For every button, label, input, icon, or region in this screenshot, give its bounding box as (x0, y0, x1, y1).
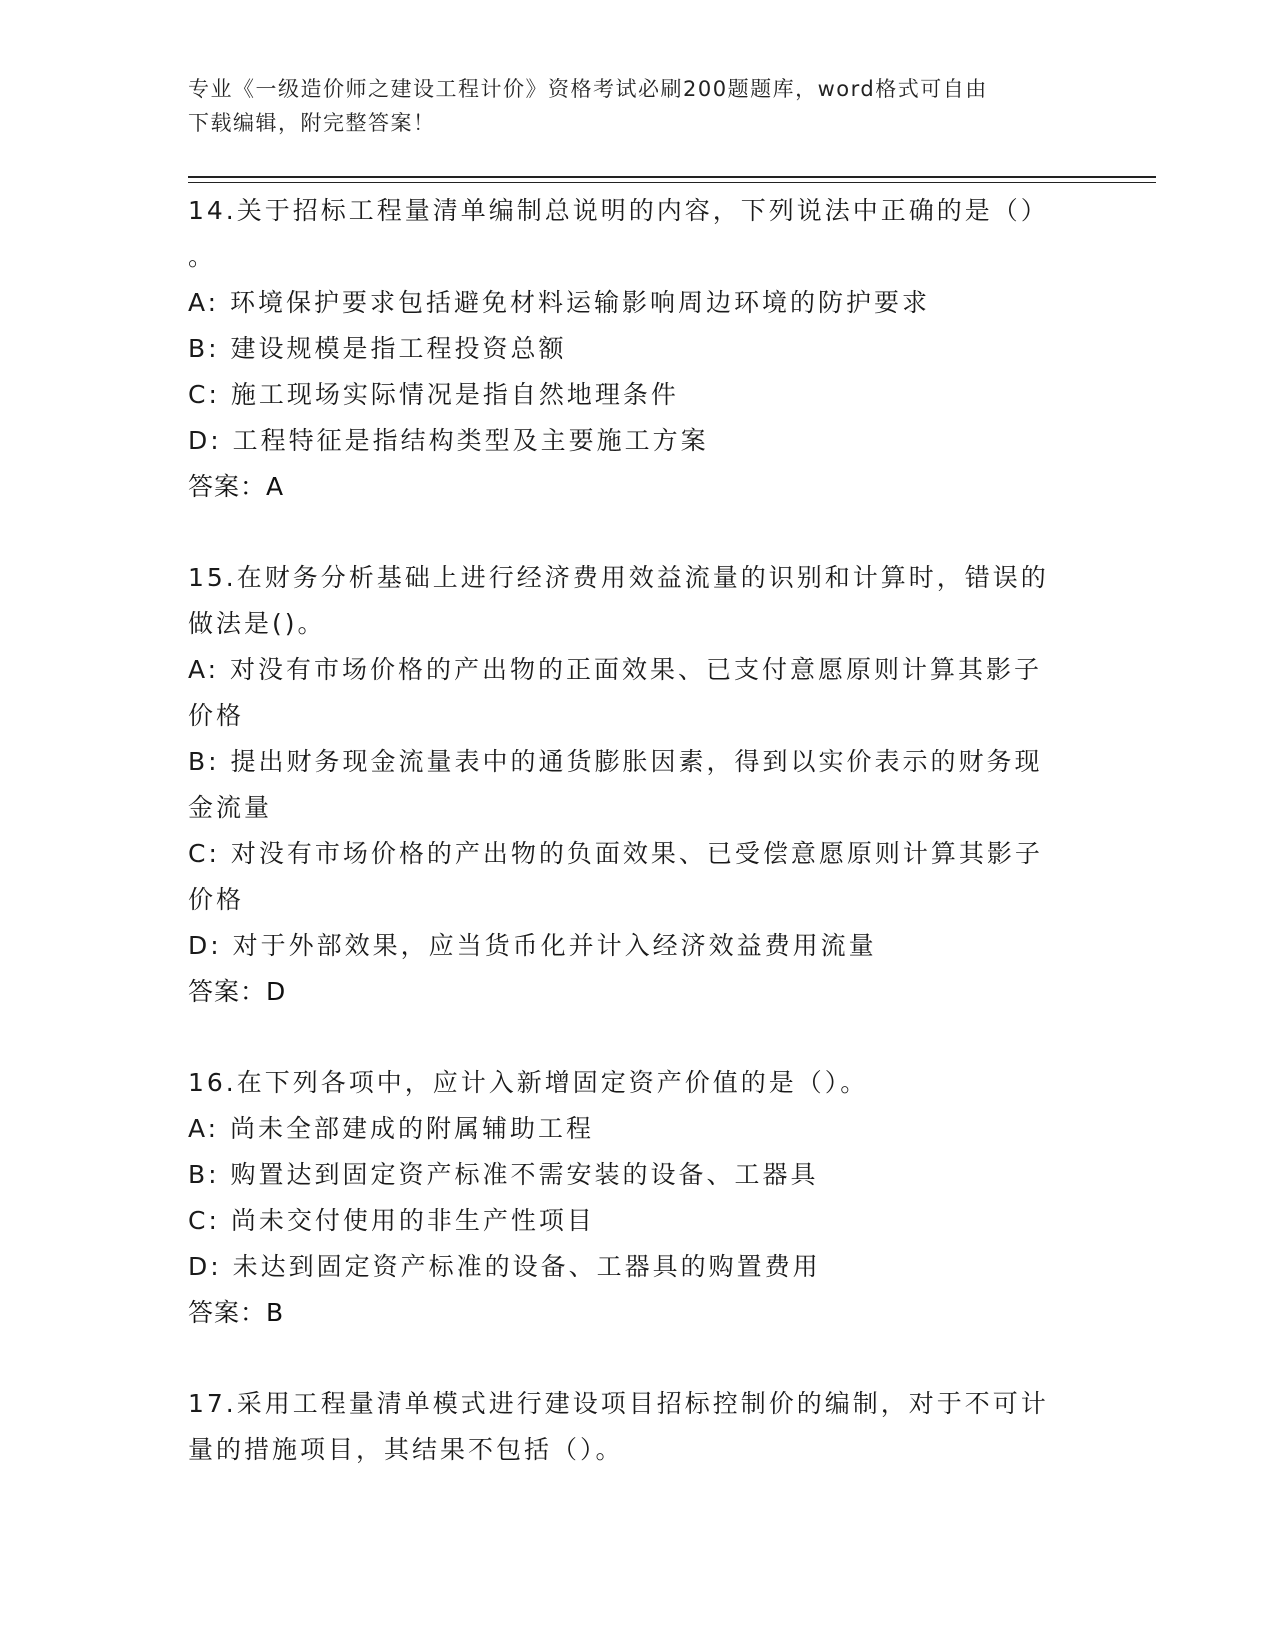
answer-option-line: C: 对没有市场价格的产出物的负面效果、已受偿意愿原则计算其影子 (188, 839, 1043, 868)
answer-option (188, 418, 1088, 464)
answer-option-line: B: 建设规模是指工程投资总额 (188, 334, 567, 363)
question-block (188, 188, 1088, 510)
answer-option (188, 1106, 1088, 1152)
header-line-2: 下载编辑，附完整答案！ (188, 111, 436, 135)
answer-key: 答案：B (188, 1298, 285, 1327)
answer-option (188, 923, 1088, 969)
answer-option-line: A: 尚未全部建成的附属辅助工程 (188, 1114, 595, 1143)
answer-option-line: 金流量 (188, 793, 273, 822)
question-stem (188, 1381, 1088, 1473)
question-stem-line: 17.采用工程量清单模式进行建设项目招标控制价的编制，对于不可计 (188, 1389, 1049, 1418)
answer-option (188, 1198, 1088, 1244)
answer-option-line: D: 工程特征是指结构类型及主要施工方案 (188, 426, 709, 455)
answer-option (188, 1244, 1088, 1290)
answer-option (188, 647, 1088, 739)
answer-key: 答案：D (188, 977, 287, 1006)
answer-option-line: C: 尚未交付使用的非生产性项目 (188, 1206, 595, 1235)
question-stem-line: 做法是()。 (188, 609, 326, 638)
header-divider-thin (188, 182, 1156, 183)
question-block (188, 555, 1088, 1015)
answer-option-line: A: 对没有市场价格的产出物的正面效果、已支付意愿原则计算其影子 (188, 655, 1043, 684)
question-block (188, 1060, 1088, 1336)
document-header (188, 72, 1068, 140)
answer-option-line: 价格 (188, 701, 245, 730)
answer-option-line: B: 提出财务现金流量表中的通货膨胀因素，得到以实价表示的财务现 (188, 747, 1043, 776)
question-gap (188, 1336, 1088, 1381)
question-stem-line: 。 (188, 242, 217, 271)
answer-option (188, 1152, 1088, 1198)
question-gap (188, 1015, 1088, 1060)
question-block (188, 1381, 1088, 1473)
answer-option (188, 280, 1088, 326)
answer-option-line: C: 施工现场实际情况是指自然地理条件 (188, 380, 679, 409)
answer-option-line: B: 购置达到固定资产标准不需安装的设备、工器具 (188, 1160, 819, 1189)
header-divider-thick (188, 176, 1156, 178)
answer-option-line: 价格 (188, 885, 245, 914)
question-gap (188, 510, 1088, 555)
answer-key: 答案：A (188, 472, 285, 501)
question-stem-line: 16.在下列各项中，应计入新增固定资产价值的是（）。 (188, 1068, 869, 1097)
question-stem (188, 188, 1088, 280)
header-line-1: 专业《一级造价师之建设工程计价》资格考试必刷200题题库，word格式可自由 (188, 77, 988, 101)
question-list (188, 188, 1088, 1473)
answer-option (188, 739, 1088, 831)
question-stem-line: 量的措施项目，其结果不包括（）。 (188, 1435, 624, 1464)
question-stem-line: 14.关于招标工程量清单编制总说明的内容，下列说法中正确的是（） (188, 196, 1049, 225)
question-stem (188, 555, 1088, 647)
answer-option-line: D: 对于外部效果，应当货币化并计入经济效益费用流量 (188, 931, 877, 960)
answer-option (188, 831, 1088, 923)
question-stem (188, 1060, 1088, 1106)
answer-option (188, 326, 1088, 372)
answer-option (188, 372, 1088, 418)
answer-option-line: A: 环境保护要求包括避免材料运输影响周边环境的防护要求 (188, 288, 931, 317)
answer-option-line: D: 未达到固定资产标准的设备、工器具的购置费用 (188, 1252, 821, 1281)
question-stem-line: 15.在财务分析基础上进行经济费用效益流量的识别和计算时，错误的 (188, 563, 1049, 592)
